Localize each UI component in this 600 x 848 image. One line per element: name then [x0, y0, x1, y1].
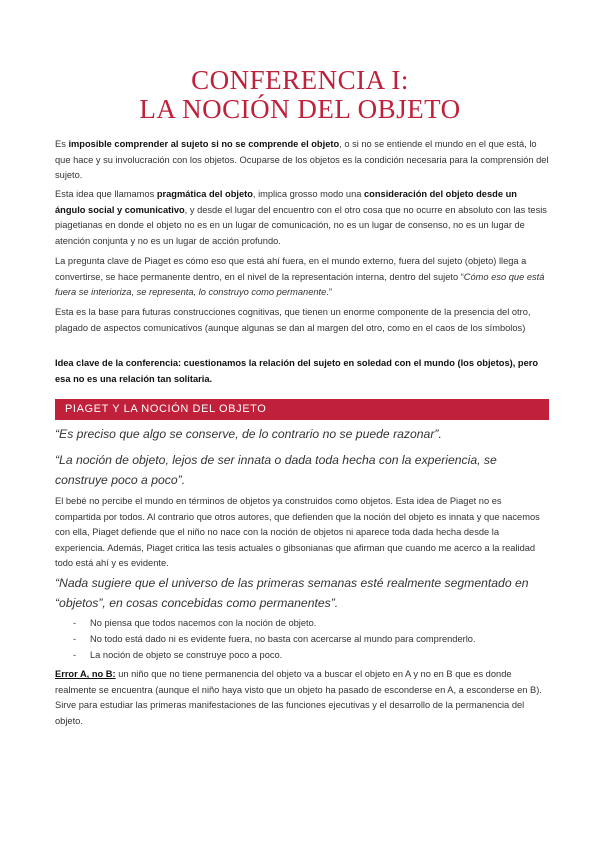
bullet-text: No piensa que todos nacemos con la noción de objeto.: [90, 618, 317, 628]
p5-bold: Idea clave de la conferencia: cuestionamos la relación del sujeto en soledad con el mundo (los objetos), pero esa no es una relación tan solitaria.: [55, 358, 539, 384]
p4-text: Esta es la base para futuras construcciones cognitivas, que tienen un enorme componente de la presencia del otro, plagado de aspectos comunicativos (aunque algunas se dan al margen del otro, como en el caos de los símbolos): [55, 307, 531, 333]
p1-pre: Es: [55, 139, 69, 149]
bullet-text: La noción de objeto se construye poco a poco.: [90, 650, 283, 660]
paragraph-intro: [55, 137, 549, 184]
error-label: Error A, no B:: [55, 669, 116, 679]
page-title: [0, 66, 600, 124]
p7-text: un niño que no tiene permanencia del objeto va a buscar el objeto en A y no en B que es donde realmente se encuentra (aunque el niño haya visto que un objeto ha pasado de esconderse en A, a esconderse en B). Sirve para estudiar las primeras manifestaciones de las funciones ejecutivas y el desarrollo de la permanencia del objeto.: [55, 669, 542, 726]
title-line-1: CONFERENCIA I:: [191, 65, 409, 95]
quote-conservacion: “Es preciso que algo se conserve, de lo contrario no se puede razonar”.: [55, 427, 442, 441]
p1-post: , o si no se entiende el mundo en el que está, lo que hace y su involucración con los objetos. Ocuparse de los objetos es la condición necesaria para la comprensión del sujeto.: [55, 139, 549, 180]
paragraph-base-cognitiva: [55, 305, 549, 336]
paragraph-pragmatica: [55, 187, 549, 249]
p2-mid: , implica grosso modo una: [252, 189, 365, 199]
p2-pre: Esta idea que llamamos: [55, 189, 157, 199]
p3-post: .”: [326, 287, 332, 297]
p2-post: , y desde el lugar del encuentro con el otro cosa que no ocurre en absoluto con las tesis piagetianas en donde el objeto no es en un lugar de comunicación, no es un lugar de consenso, no es un lugar de atención conjunta y no es un lugar de acción profundo.: [55, 204, 547, 246]
paragraph-bebe: [55, 494, 549, 572]
p3-italic: Cómo eso que está fuera se interioriza, se representa, lo construyo como permanente: [55, 271, 545, 297]
paragraph-error-a-no-b: [55, 667, 549, 729]
bullet-text: No todo está dado ni es evidente fuera, no basta con acercarse al mundo para comprenderlo.: [90, 634, 476, 644]
paragraph-idea-clave: [55, 356, 549, 387]
section-heading-band: [55, 399, 549, 420]
title-line-2: LA NOCIÓN DEL OBJETO: [139, 94, 461, 124]
bullet-dash: -: [73, 618, 77, 628]
section-heading: PIAGET Y LA NOCIÓN DEL OBJETO: [65, 403, 267, 415]
bullet-list: [55, 615, 549, 663]
p1-bold: imposible comprender al sujeto si no se comprende el objeto: [68, 139, 340, 149]
p3-text: La pregunta clave de Piaget es cómo eso que está ahí fuera, en el mundo externo, fuera del sujeto (objeto) llega a convertirse, se hace permanente dentro, en el nivel de la representación interna, dentro del sujeto “: [55, 256, 527, 282]
list-item: [55, 631, 549, 647]
quote-universo: “Nada sugiere que el universo de las primeras semanas esté realmente segmentado en “objetos”, en cosas concebidas como permanentes”.: [55, 576, 529, 610]
bullet-dash: -: [73, 634, 77, 644]
p2-bold-1: pragmática del objeto: [156, 189, 253, 199]
bullet-dash: -: [73, 650, 77, 660]
paragraph-pregunta-piaget: [55, 254, 549, 301]
list-item: [55, 647, 549, 663]
quote-nocion-objeto: “La noción de objeto, lejos de ser innata o dada toda hecha con la experiencia, se construye poco a poco”.: [55, 453, 497, 487]
p6-text: El bebé no percibe el mundo en términos de objetos ya construidos como objetos. Esta idea de Piaget no es compartida por todos. Al contrario que otros autores, que defienden que la noción del objeto es innata y que nacemos con ella, Piaget defiende que el niño no nace con la noción de objetos ni aparece toda dada hecha desde la experiencia. Además, Piaget critica las tesis actuales o gibsonianas que afirman que cuando me acerco a la realidad todo está ahí y es evidente.: [55, 496, 540, 568]
p2-bold-2: consideración del objeto desde un ángulo social y comunicativo: [55, 189, 517, 215]
list-item: [55, 615, 549, 631]
